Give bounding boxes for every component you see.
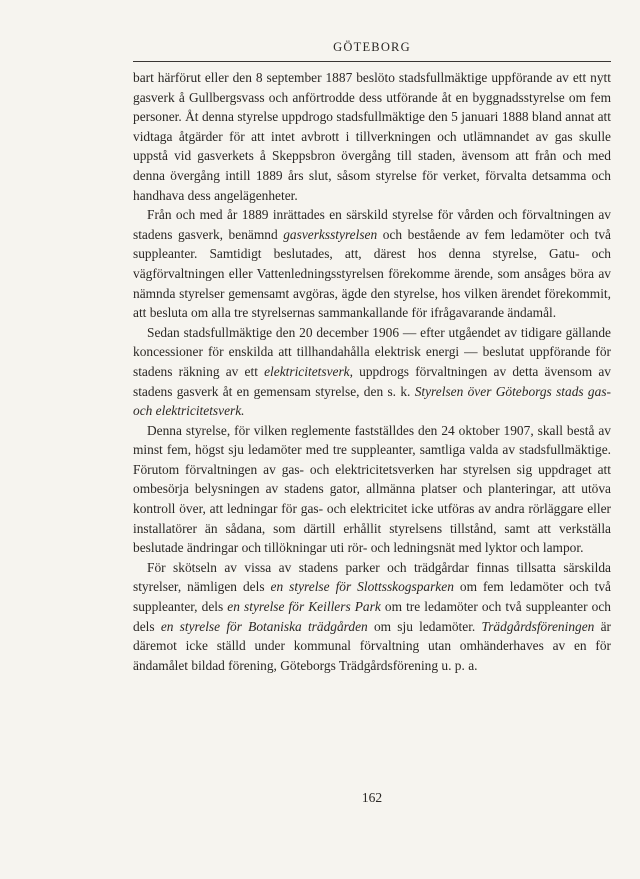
paragraph-3 xyxy=(133,323,611,421)
page-number: 162 xyxy=(361,790,383,805)
p3-text-before: Sedan stadsfullmäktige den 20 december 1906 — efter utgåendet av tidigare gällande koncessioner för enskilda att tillhandahålla elektrisk energi — beslutat uppförande för stadens räkning av ett xyxy=(133,324,611,379)
p5-text-5: är däremot icke ställd under kommunal förvaltning utan omhänderhaves av en för ändamålet bildad förening, Göteborgs Trädgårdsförening u. p. a. xyxy=(133,618,611,673)
p5-text-1: För skötseln av vissa av stadens parker och trädgårdar finnas tillsatta särskilda styrelser, nämligen dels xyxy=(133,559,611,595)
p5-italic-4: Trädgårdsföreningen xyxy=(481,618,595,634)
p5-italic-1: en styrelse för Slottsskogsparken xyxy=(270,579,454,595)
p5-text-4: om sju ledamöter. xyxy=(367,618,482,634)
header-rule xyxy=(133,61,611,62)
paragraph-4: Denna styrelse, för vilken reglemente fastställdes den 24 oktober 1907, skall bestå av minst fem, högst sju ledamöter med tre suppleanter, samtliga valda av stadsfullmäktige. Förutom förvaltningen av gas- och elektricitetsverken har styrelsen sig uppdraget att ombesörja belysningen av stadens gator, allmänna platser och planteringar, att utöva kontroll över, att ledningar för gas- och elektricitet icke utföras av andra rörläggare eller installatörer än sådana, som därtill erhållit styrelsens tillstånd, samt att verkställa beslutade ändringar och tillökningar uti rör- och ledningsnät med lyktor och lampor. xyxy=(133,422,611,556)
p5-text-3: om tre ledamöter och två suppleanter och dels xyxy=(133,599,611,634)
p5-text-2: om fem ledamöter och två suppleanter, dels xyxy=(133,579,611,615)
paragraph-5 xyxy=(133,558,611,676)
paragraph-1: bart härförut eller den 8 september 1887 beslöto stadsfullmäktige uppförande av ett nytt gasverk å Gullbergsvass och anförtrodde dess utförande åt en byggnadsstyrelse om fem personer. Åt denna styrelse uppdrogo stadsfullmäktige den 5 januari 1888 bland annat att vidtaga åtgärder för att intet avbrott i tillverkningen och utlämnandet av gas skulle uppstå vid gasverkets å Skeppsbron övergång till staden, ävensom att från och med denna övergång intill 1889 års slut, såsom styrelse för verket, förvalta detsamma och handhava dess angelägenheter. xyxy=(133,70,611,203)
paragraph-2 xyxy=(133,205,611,323)
p3-italic-term-1: elektricitetsverk, xyxy=(264,363,353,379)
p5-italic-3: en styrelse för Botaniska trädgården xyxy=(160,618,368,634)
body-text xyxy=(133,68,611,675)
p3-text-middle: uppdrogs förvaltningen av detta ävensom av stadens gasverk åt en gemensam styrelse, den s. k. xyxy=(133,363,611,399)
p2-italic-term: gasverksstyrelsen xyxy=(283,226,378,242)
p2-text-before: Från och med år 1889 inrättades en särskild styrelse för vården och förvaltningen av stadens gasverk, benämnd xyxy=(133,207,611,242)
p5-italic-2: en styrelse för Keillers Park xyxy=(227,599,381,615)
p2-text-after: och bestående av fem ledamöter och två suppleanter. Samtidigt beslutades, att, därest hos denna styrelse, Gatu- och vägförvaltningen eller Vattenledningsstyrelsen förekomme ärende, som ansåges böra av nämnda styrelser gemensamt avgöras, ägde den styrelse, hos vilken ärendet förekommit, att besluta om alla tre styrelsernas sammankallande för ifrågavarande ändamål. xyxy=(133,226,611,321)
running-header: GÖTEBORG xyxy=(333,40,411,54)
p3-italic-term-2: Styrelsen över Göteborgs stads gas- och elektricitetsverk. xyxy=(133,383,611,419)
